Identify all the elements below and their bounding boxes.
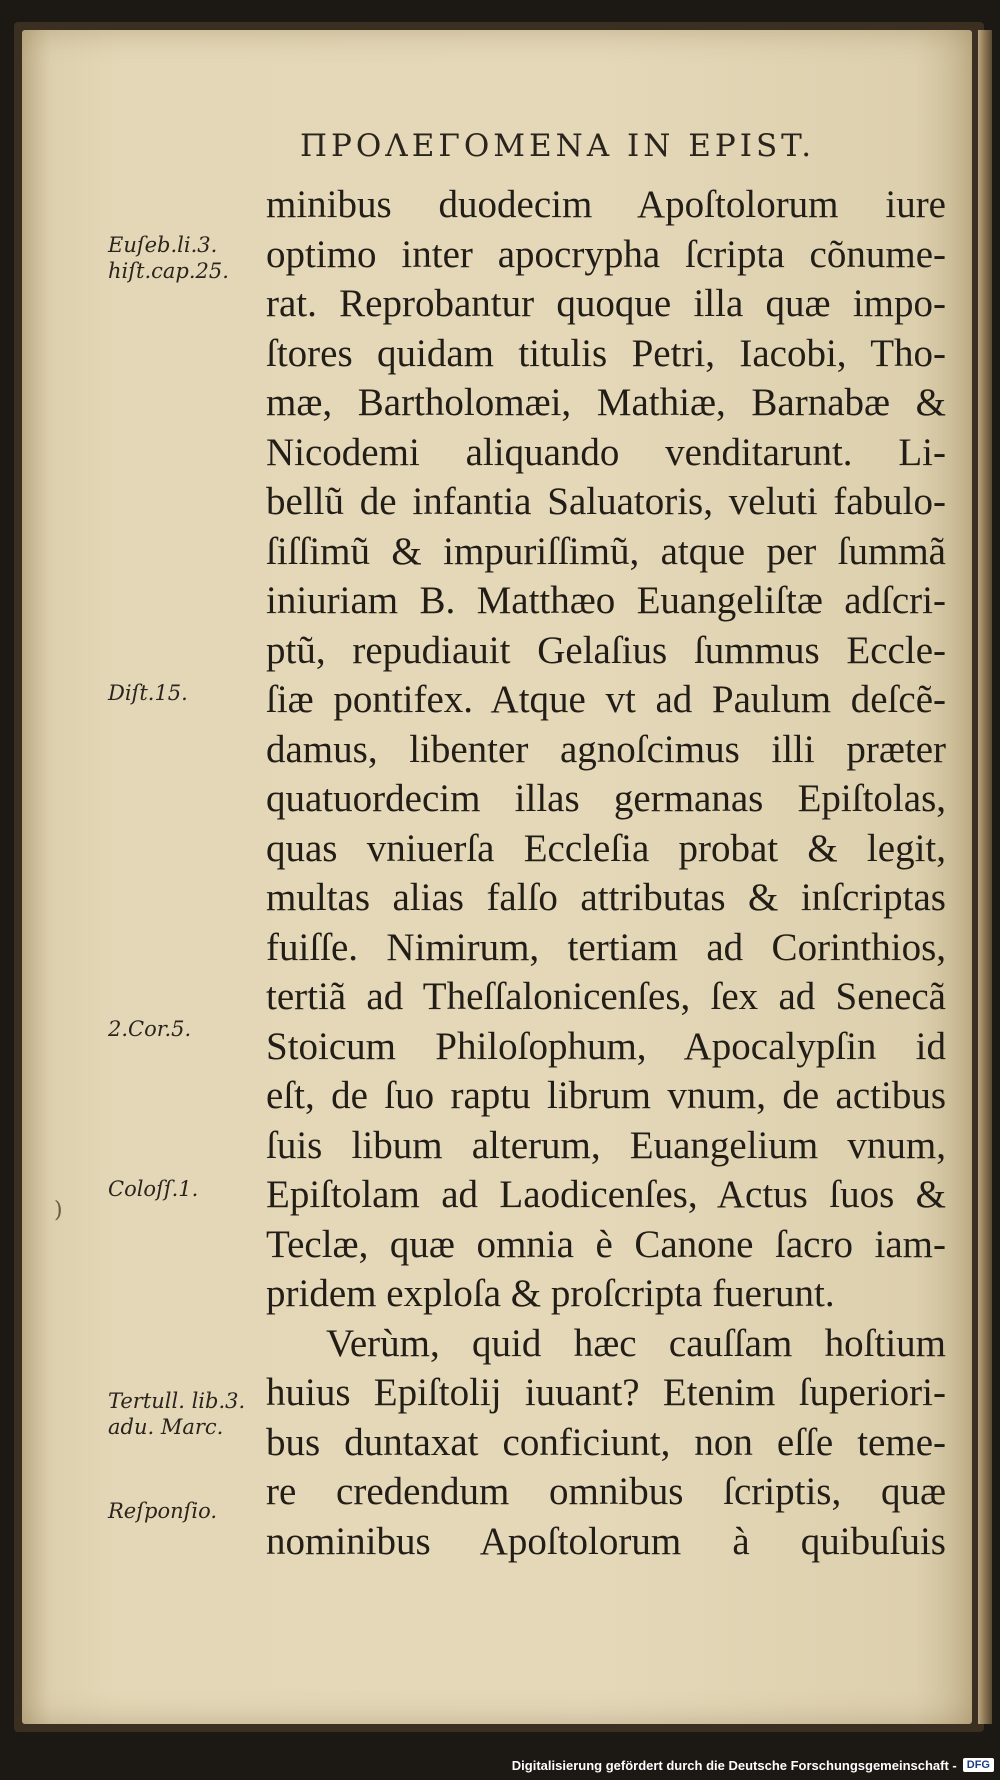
digitization-footer: [512, 1754, 994, 1776]
margin-note-corinthians: [108, 1016, 191, 1042]
footer-credit: Digitalisierung gefördert durch die Deutsche Forschungsgemeinschaft -: [511, 1757, 957, 1773]
margin-note-colossians: [108, 1176, 198, 1202]
text-line: bus duntaxat conficiunt, non eſſe teme-: [266, 1420, 946, 1464]
margin-note-line: Reſponſio.: [108, 1499, 218, 1523]
text-line: optimo inter apocrypha ſcripta cõnume-: [266, 232, 946, 276]
text-line: nominibus Apoſtolorum à quibuſuis: [266, 1519, 946, 1563]
text-line: Epiſtolam ad Laodicenſes, Actus ſuos &: [266, 1173, 946, 1216]
text-line: ſiæ pontifex. Atque vt ad Paulum deſcẽ-: [266, 678, 946, 721]
text-line: fuiſſe. Nimirum, tertiam ad Corinthios,: [266, 925, 946, 969]
text-line: multas alias falſo attributas & inſcriptas: [266, 876, 946, 919]
text-line: quatuordecim illas germanas Epiſtolas,: [266, 777, 946, 820]
text-line: pridem exploſa & proſcripta fuerunt.: [266, 1272, 835, 1315]
margin-note-distinctio: [108, 680, 188, 706]
text-line: eſt, de ſuo raptu librum vnum, de actibus: [266, 1074, 946, 1117]
text-line: huius Epiſtolij iuuant? Etenim ſuperiori-: [266, 1371, 946, 1414]
page-edge: [978, 30, 992, 1724]
text-line: bellũ de infantia Saluatoris, veluti fabulo-: [266, 480, 946, 523]
text-line: quas vniuerſa Eccleſia probat & legit,: [266, 826, 946, 870]
text-line: Teclæ, quæ omnia è Canone ſacro iam-: [266, 1222, 946, 1266]
margin-note-line: hiſt.cap.25.: [108, 259, 229, 283]
text-line: mæ, Bartholomæi, Mathiæ, Barnabæ &: [266, 381, 946, 424]
text-line: rat. Reprobantur quoque illa quæ impo-: [266, 282, 946, 325]
text-line: Stoicum Philoſophum, Apocalypſin id: [266, 1024, 946, 1068]
margin-note-tertullian: [108, 1388, 245, 1440]
margin-note-line: adu. Marc.: [108, 1415, 224, 1439]
text-line: damus, libenter agnoſcimus illi præter: [266, 727, 946, 771]
margin-note-responsio: [108, 1498, 217, 1524]
stray-mark: ): [54, 1198, 63, 1223]
margin-note-line: Diſt.15.: [108, 681, 188, 705]
text-line: iniuriam B. Matthæo Euangeliſtæ adſcri-: [266, 579, 946, 622]
margin-note-line: 2.Cor.5.: [108, 1017, 192, 1041]
text-line: Verùm, quid hæc cauſſam hoſtium: [326, 1321, 946, 1365]
running-head: ΠΡΟΛΕΓΟΜΕΝΑ IN EPIST.: [300, 128, 816, 164]
dfg-badge: DFG: [963, 1758, 994, 1772]
text-line: tertiã ad Theſſalonicenſes, ſex ad Senecã: [266, 975, 946, 1018]
text-line: ſtores quidam titulis Petri, Iacobi, Tho-: [266, 331, 946, 375]
margin-note-line: Tertull. lib.3.: [108, 1389, 246, 1413]
text-line: ſiſſimũ & impuriſſimũ, atque per ſummã: [266, 529, 946, 573]
text-line: ptũ, repudiauit Gelaſius ſummus Eccle-: [266, 628, 946, 672]
margin-note-line: Coloſſ.1.: [108, 1177, 199, 1201]
text-line: re credendum omnibus ſcriptis, quæ: [266, 1470, 946, 1513]
text-line: ſuis libum alterum, Euangelium vnum,: [266, 1123, 946, 1167]
margin-note-line: Euſeb.li.3.: [108, 233, 218, 257]
text-line: minibus duodecim Apoſtolorum iure: [266, 183, 946, 226]
margin-note-eusebius: [108, 232, 229, 284]
body-text: [266, 180, 946, 1566]
text-line: Nicodemi aliquando venditarunt. Li-: [266, 430, 946, 474]
